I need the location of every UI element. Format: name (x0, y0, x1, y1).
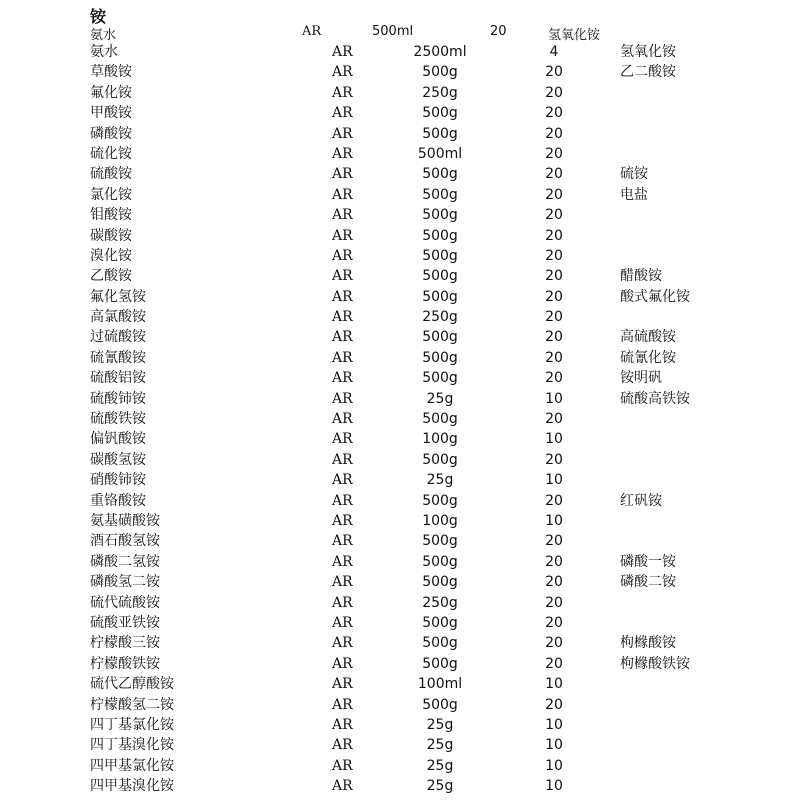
package-amount: 500g (422, 288, 458, 305)
package-amount: 500g (422, 553, 458, 570)
grade-label: AR (332, 288, 353, 305)
package-count: 20 (545, 533, 563, 550)
table-row (0, 266, 800, 286)
product-table (0, 42, 800, 796)
package-count: 10 (545, 757, 563, 774)
package-amount: 100ml (417, 676, 463, 693)
package-count: 20 (545, 594, 563, 611)
alias-note: 硫铵 (620, 166, 648, 183)
grade-label: AR (332, 145, 353, 162)
product-name: 甲酸铵 (90, 105, 132, 122)
package-count: 20 (545, 411, 563, 428)
table-row (0, 633, 800, 653)
product-name: 四丁基溴化铵 (90, 737, 174, 754)
package-count: 20 (545, 105, 563, 122)
first-entry-name: 氨水 (90, 28, 117, 43)
package-count: 20 (545, 247, 563, 264)
grade-label: AR (332, 309, 353, 326)
product-name: 氨基磺酸铵 (90, 512, 160, 529)
package-amount: 500ml (417, 145, 463, 162)
table-row (0, 185, 800, 205)
grade-label: AR (332, 533, 353, 550)
table-row (0, 429, 800, 449)
table-row (0, 226, 800, 246)
table-row (0, 715, 800, 735)
package-amount: 25g (426, 778, 454, 795)
alias-note: 醋酸铵 (620, 268, 662, 285)
package-count: 10 (545, 778, 563, 795)
product-name: 碳酸氢铵 (90, 451, 146, 468)
grade-label: AR (332, 492, 353, 509)
table-row (0, 83, 800, 103)
product-name: 氨水 (90, 44, 118, 60)
package-amount: 250g (422, 594, 458, 611)
table-row (0, 552, 800, 572)
grade-label: AR (332, 227, 353, 244)
package-amount: 500g (422, 696, 458, 713)
product-name: 碳酸铵 (90, 227, 132, 244)
table-row (0, 450, 800, 470)
product-name: 偏钒酸铵 (90, 431, 146, 448)
package-amount: 500g (422, 268, 458, 285)
package-amount: 500g (422, 227, 458, 244)
grade-label: AR (332, 696, 353, 713)
grade-label: AR (332, 166, 353, 183)
product-name: 高氯酸铵 (90, 309, 146, 326)
package-amount: 250g (422, 309, 458, 326)
table-row (0, 613, 800, 633)
product-name: 乙酸铵 (90, 268, 132, 285)
alias-note: 枸橼酸铁铵 (620, 655, 690, 672)
product-name: 柠檬酸铁铵 (90, 655, 160, 672)
product-name: 磷酸铵 (90, 125, 132, 142)
product-name: 硫代乙醇酸铵 (90, 676, 174, 693)
package-count: 10 (545, 737, 563, 754)
grade-label: AR (332, 329, 353, 346)
package-count: 20 (545, 655, 563, 672)
first-entry-count: 20 (490, 24, 507, 39)
grade-label: AR (332, 472, 353, 489)
package-count: 20 (545, 614, 563, 631)
first-entry-amount: 500ml (372, 24, 414, 39)
table-row (0, 327, 800, 347)
package-count: 20 (545, 451, 563, 468)
alias-note: 铵明矾 (620, 370, 662, 387)
package-count: 20 (545, 635, 563, 652)
grade-label: AR (332, 370, 353, 387)
package-amount: 500g (422, 635, 458, 652)
table-row (0, 144, 800, 164)
alias-note: 氢氧化铵 (620, 44, 676, 60)
product-name: 硫酸铈铵 (90, 390, 146, 407)
grade-label: AR (332, 431, 353, 448)
package-amount: 500g (422, 247, 458, 264)
grade-label: AR (332, 716, 353, 733)
product-name: 草酸铵 (90, 64, 132, 81)
product-name: 钼酸铵 (90, 207, 132, 224)
grade-label: AR (332, 186, 353, 203)
table-row (0, 124, 800, 144)
table-row (0, 531, 800, 551)
package-count: 20 (545, 329, 563, 346)
grade-label: AR (332, 635, 353, 652)
product-name: 氟化铵 (90, 84, 132, 101)
package-amount: 500g (422, 655, 458, 672)
table-row (0, 205, 800, 225)
package-count: 20 (545, 166, 563, 183)
alias-note: 枸橼酸铵 (620, 635, 676, 652)
package-amount: 500g (422, 329, 458, 346)
alias-note: 磷酸一铵 (620, 553, 676, 570)
package-amount: 25g (426, 757, 454, 774)
first-entry-row (0, 24, 800, 42)
package-count: 10 (545, 512, 563, 529)
table-row (0, 164, 800, 184)
package-count: 20 (545, 125, 563, 142)
product-name: 柠檬酸三铵 (90, 635, 160, 652)
alias-note: 酸式氟化铵 (620, 288, 690, 305)
product-name: 溴化铵 (90, 247, 132, 264)
package-amount: 250g (422, 84, 458, 101)
grade-label: AR (332, 778, 353, 795)
package-count: 10 (545, 716, 563, 733)
grade-label: AR (332, 594, 353, 611)
table-row (0, 348, 800, 368)
grade-label: AR (332, 247, 353, 264)
alias-note: 电盐 (620, 186, 648, 203)
package-count: 20 (545, 227, 563, 244)
package-count: 20 (545, 288, 563, 305)
package-count: 20 (545, 309, 563, 326)
table-row (0, 511, 800, 531)
package-amount: 2500ml (413, 44, 467, 60)
product-name: 硫代硫酸铵 (90, 594, 160, 611)
table-row (0, 103, 800, 123)
table-row (0, 307, 800, 327)
package-amount: 25g (426, 737, 454, 754)
package-amount: 25g (426, 390, 454, 407)
product-name: 硫化铵 (90, 145, 132, 162)
package-count: 20 (545, 207, 563, 224)
product-name: 氯化铵 (90, 186, 132, 203)
grade-label: AR (332, 64, 353, 81)
table-row (0, 409, 800, 429)
table-row (0, 776, 800, 796)
package-count: 20 (545, 145, 563, 162)
package-count: 20 (545, 492, 563, 509)
package-count: 20 (545, 574, 563, 591)
package-amount: 500g (422, 370, 458, 387)
table-row (0, 674, 800, 694)
package-count: 10 (545, 431, 563, 448)
table-row (0, 389, 800, 409)
package-amount: 500g (422, 207, 458, 224)
product-name: 磷酸二氢铵 (90, 553, 160, 570)
package-amount: 500g (422, 125, 458, 142)
package-count: 10 (545, 472, 563, 489)
product-name: 磷酸氢二铵 (90, 574, 160, 591)
package-amount: 500g (422, 533, 458, 550)
grade-label: AR (332, 207, 353, 224)
grade-label: AR (332, 268, 353, 285)
product-name: 硫酸铵 (90, 166, 132, 183)
grade-label: AR (332, 757, 353, 774)
package-amount: 500g (422, 451, 458, 468)
package-amount: 500g (422, 349, 458, 366)
product-name: 柠檬酸氢二铵 (90, 696, 174, 713)
package-amount: 500g (422, 186, 458, 203)
alias-note: 乙二酸铵 (620, 64, 676, 81)
table-row (0, 470, 800, 490)
table-row (0, 756, 800, 776)
package-count: 20 (545, 186, 563, 203)
package-count: 20 (545, 64, 563, 81)
grade-label: AR (332, 574, 353, 591)
grade-label: AR (332, 737, 353, 754)
grade-label: AR (332, 553, 353, 570)
alias-note: 硫酸高铁铵 (620, 390, 690, 407)
package-count: 20 (545, 553, 563, 570)
grade-label: AR (332, 84, 353, 101)
package-count: 4 (549, 44, 559, 60)
product-name: 四丁基氯化铵 (90, 716, 174, 733)
package-count: 20 (545, 696, 563, 713)
grade-label: AR (332, 125, 353, 142)
table-row (0, 735, 800, 755)
grade-label: AR (332, 390, 353, 407)
package-amount: 100g (422, 431, 458, 448)
grade-label: AR (332, 655, 353, 672)
table-row (0, 368, 800, 388)
table-row (0, 572, 800, 592)
table-row (0, 695, 800, 715)
alias-note: 红矾铵 (620, 492, 662, 509)
grade-label: AR (332, 676, 353, 693)
table-row (0, 287, 800, 307)
package-amount: 100g (422, 512, 458, 529)
product-name: 酒石酸氢铵 (90, 533, 160, 550)
product-name: 硫酸亚铁铵 (90, 614, 160, 631)
package-count: 20 (545, 84, 563, 101)
package-amount: 500g (422, 411, 458, 428)
package-amount: 25g (426, 716, 454, 733)
package-count: 20 (545, 268, 563, 285)
package-amount: 500g (422, 614, 458, 631)
package-count: 10 (545, 676, 563, 693)
table-row (0, 246, 800, 266)
table-row (0, 593, 800, 613)
first-entry-grade: AR (302, 24, 322, 39)
alias-note: 磷酸二铵 (620, 574, 676, 591)
package-amount: 25g (426, 472, 454, 489)
product-name: 四甲基溴化铵 (90, 778, 174, 795)
package-count: 10 (545, 390, 563, 407)
grade-label: AR (332, 512, 353, 529)
section-heading: 铵 (90, 7, 107, 26)
package-amount: 500g (422, 574, 458, 591)
grade-label: AR (332, 105, 353, 122)
product-name: 重铬酸铵 (90, 492, 146, 509)
first-entry-note: 氢氧化铵 (548, 28, 601, 43)
package-count: 20 (545, 370, 563, 387)
grade-label: AR (332, 44, 353, 60)
grade-label: AR (332, 614, 353, 631)
table-row (0, 491, 800, 511)
table-row (0, 42, 800, 62)
package-count: 20 (545, 349, 563, 366)
product-name: 过硫酸铵 (90, 329, 146, 346)
grade-label: AR (332, 349, 353, 366)
table-row (0, 654, 800, 674)
product-name: 硫酸铝铵 (90, 370, 146, 387)
alias-note: 高硫酸铵 (620, 329, 676, 346)
product-name: 氟化氢铵 (90, 288, 146, 305)
product-name: 硫氰酸铵 (90, 349, 146, 366)
product-name: 硫酸铁铵 (90, 411, 146, 428)
grade-label: AR (332, 411, 353, 428)
grade-label: AR (332, 451, 353, 468)
product-name: 四甲基氯化铵 (90, 757, 174, 774)
package-amount: 500g (422, 105, 458, 122)
table-row (0, 62, 800, 82)
product-name: 硝酸铈铵 (90, 472, 146, 489)
package-amount: 500g (422, 166, 458, 183)
package-amount: 500g (422, 64, 458, 81)
alias-note: 硫氰化铵 (620, 349, 676, 366)
package-amount: 500g (422, 492, 458, 509)
